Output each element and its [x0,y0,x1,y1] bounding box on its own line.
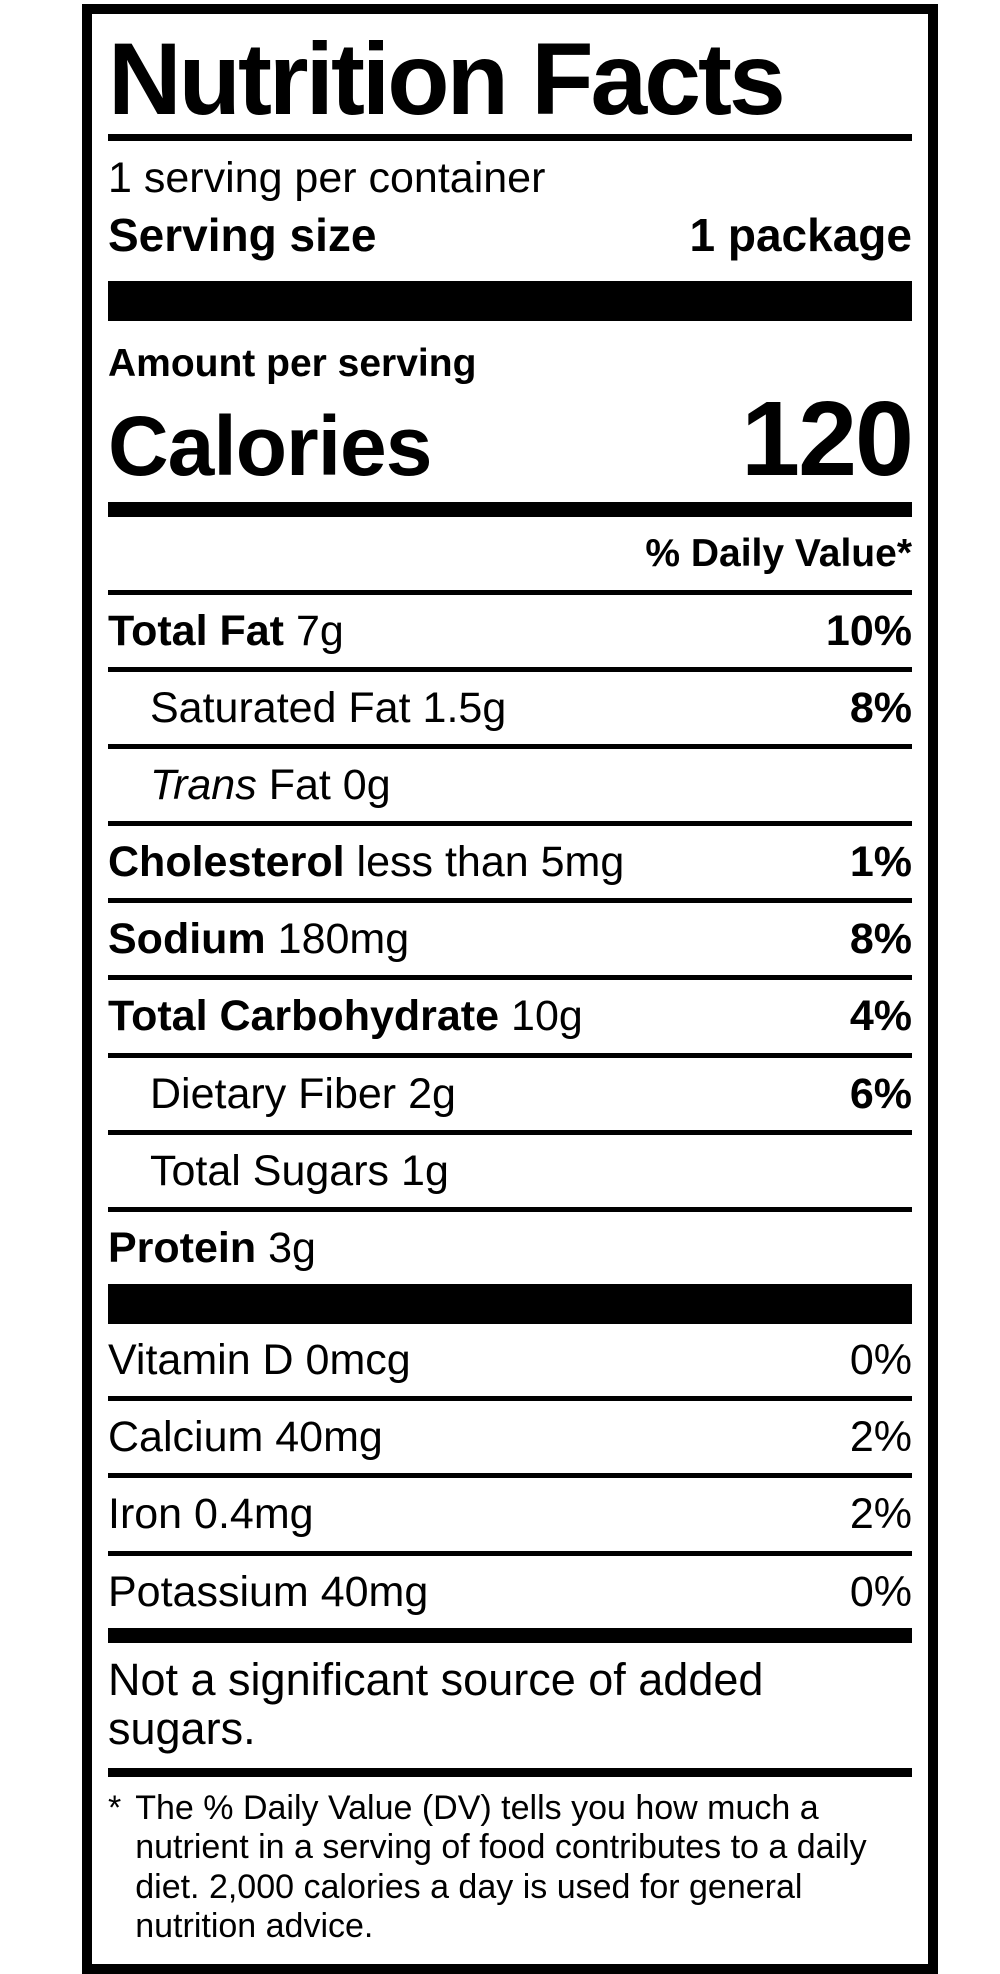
nutrient-amount: 1g [401,1146,449,1195]
calories-value: 120 [741,379,912,498]
serving-size-row [108,202,912,281]
serving-size-value: 1 package [689,209,912,262]
nutrient-row-total-fat [108,590,912,667]
micronutrient-name: Calcium 40mg [108,1413,383,1462]
amount-per-serving-label: Amount per serving [108,341,477,385]
nutrient-amount: 1.5g [422,683,507,732]
nutrient-amount: 10g [511,992,583,1041]
daily-value-footnote [108,1768,912,1965]
nutrient-dv: 4% [849,992,912,1041]
nutrient-dv: 6% [849,1069,912,1118]
nutrient-name: Trans [150,760,257,809]
nutrient-row-saturated-fat [108,667,912,744]
footnote-asterisk: * [108,1788,122,1827]
added-sugars-disclaimer: Not a significant source of added sugars. [108,1653,764,1755]
nutrient-row-protein [108,1207,912,1284]
medium-separator-calories [108,502,912,517]
serving-size-label: Serving size [108,209,377,262]
micronutrient-row-calcium [108,1396,912,1473]
nutrient-row-dietary-fiber [108,1053,912,1130]
nutrient-name: Total Fat [108,606,284,655]
nutrient-dv: 8% [849,915,912,964]
thick-separator-top [108,281,912,321]
micronutrient-dv: 2% [849,1490,912,1539]
nutrient-name: Total Sugars [150,1146,390,1195]
micronutrient-row-iron [108,1473,912,1550]
nutrition-facts-label [82,4,938,1974]
nutrient-amount: Fat 0g [268,760,391,809]
nutrient-amount: 3g [268,1223,316,1272]
micronutrient-dv: 0% [849,1567,912,1616]
nutrient-amount: less than 5mg [356,838,625,887]
micronutrient-name: Vitamin D 0mcg [108,1336,411,1385]
nutrient-dv: 8% [849,683,912,732]
nutrient-amount: 7g [295,606,344,655]
daily-value-header: % Daily Value* [645,531,912,575]
nutrient-row-total-sugars [108,1130,912,1207]
calories-label: Calories [108,398,432,493]
servings-per-container: 1 serving per container [108,154,546,202]
calories-row [108,379,912,502]
nutrient-name: Total Carbohydrate [108,992,500,1041]
nutrient-name: Sodium [108,915,266,964]
micronutrient-dv: 2% [849,1413,912,1462]
micronutrient-row-potassium [108,1551,912,1628]
nutrient-amount: 2g [408,1069,456,1118]
nutrient-dv: 10% [825,606,912,655]
micronutrient-row-vitamin-d [108,1324,912,1396]
footnote-text: The % Daily Value (DV) tells you how much a nutrient in a serving of food contributes to a daily diet. 2,000 calories a day is used for general nutrition advice. [135,1788,867,1946]
thick-separator-protein [108,1284,912,1324]
micronutrient-name: Potassium 40mg [108,1567,429,1616]
label-title: Nutrition Facts [108,14,912,141]
nutrient-name: Saturated Fat [150,683,411,732]
nutrient-row-trans-fat [108,744,912,821]
medium-separator-bottom [108,1628,912,1643]
nutrient-name: Dietary Fiber [150,1069,397,1118]
nutrient-name: Protein [108,1223,257,1272]
micronutrient-name: Iron 0.4mg [108,1490,314,1539]
nutrient-name: Cholesterol [108,838,345,887]
micronutrient-dv: 0% [849,1336,912,1385]
nutrient-row-cholesterol [108,821,912,898]
nutrient-amount: 180mg [277,915,410,964]
nutrient-dv: 1% [849,838,912,887]
nutrient-row-sodium [108,898,912,975]
nutrient-row-total-carbohydrate [108,975,912,1052]
